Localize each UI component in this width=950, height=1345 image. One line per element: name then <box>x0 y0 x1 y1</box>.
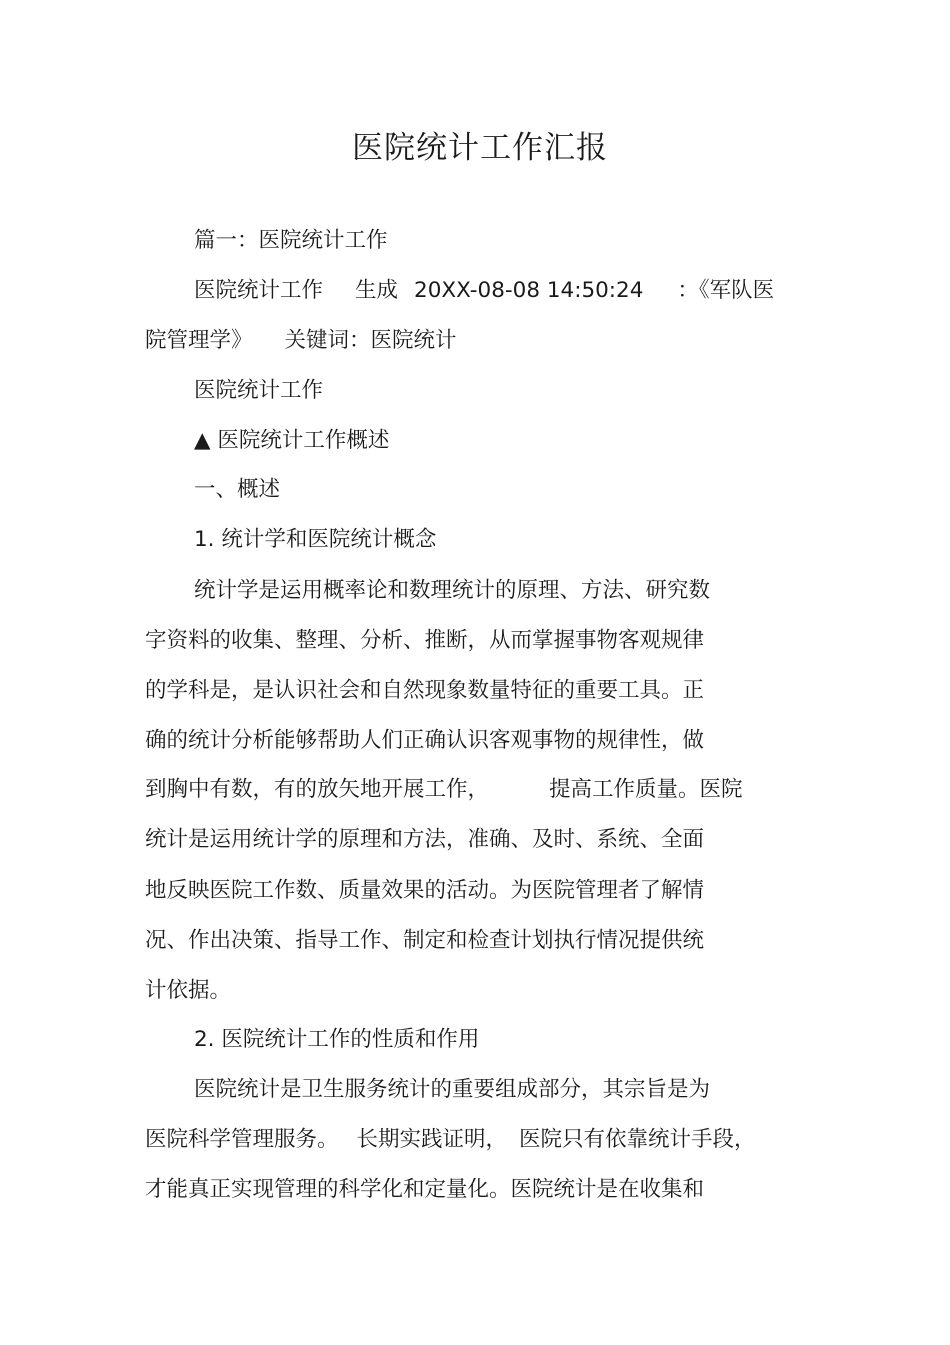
paragraph-line <box>145 775 743 805</box>
paragraph-fragment: 长期实践证明， <box>356 1127 508 1152</box>
paragraph-line: 计依据。 <box>145 978 232 1003</box>
meta-topic: 医院统计工作 <box>194 278 324 303</box>
subheading: 医院统计工作 <box>194 378 324 403</box>
heading-overview: 一、概述 <box>194 477 281 502</box>
meta-timestamp: 20XX-08-08 14:50:24 <box>414 278 644 303</box>
paragraph-fragment: 到胸中有数，有的放矢地开展工作， <box>145 777 490 802</box>
meta-keywords: 关键词：医院统计 <box>284 328 457 353</box>
meta-source-cont: 院管理学》 <box>145 328 253 353</box>
paragraph-fragment: 提高工作质量。医院 <box>549 777 743 802</box>
meta-generated-label: 生成 <box>355 278 399 303</box>
section-heading: 篇一：医院统计工作 <box>194 228 388 253</box>
heading-2: 2. 医院统计工作的性质和作用 <box>194 1027 480 1052</box>
paragraph-line: 的学科是，是认识社会和自然现象数量特征的重要工具。正 <box>145 678 705 703</box>
triangle-heading: ▲ 医院统计工作概述 <box>194 428 390 453</box>
paragraph-line: 地反映医院工作数、质量效果的活动。为医院管理者了解情 <box>145 878 705 903</box>
paragraph-line: 才能真正实现管理的科学化和定量化。医院统计是在收集和 <box>145 1177 705 1202</box>
paragraph-line: 字资料的收集、整理、分析、推断，从而掌握事物客观规律 <box>145 628 705 653</box>
paragraph-fragment: 医院科学管理服务。 <box>145 1127 339 1152</box>
paragraph-fragment: 医院只有依靠统计手段， <box>519 1127 756 1152</box>
paragraph-line <box>145 1125 756 1155</box>
paragraph-line: 统计是运用统计学的原理和方法，准确、及时、系统、全面 <box>145 827 705 852</box>
meta-line-cont <box>145 326 457 356</box>
meta-line <box>194 276 774 306</box>
paragraph-line: 况、作出决策、指导工作、制定和检查计划执行情况提供统 <box>145 928 705 953</box>
heading-1: 1. 统计学和医院统计概念 <box>194 527 437 552</box>
document-title: 医院统计工作汇报 <box>352 130 608 166</box>
meta-source: ：《军队医 <box>677 278 775 303</box>
paragraph-line: 统计学是运用概率论和数理统计的原理、方法、研究数 <box>194 578 711 603</box>
paragraph-line: 确的统计分析能够帮助人们正确认识客观事物的规律性，做 <box>145 728 705 753</box>
paragraph-line: 医院统计是卫生服务统计的重要组成部分，其宗旨是为 <box>194 1077 711 1102</box>
